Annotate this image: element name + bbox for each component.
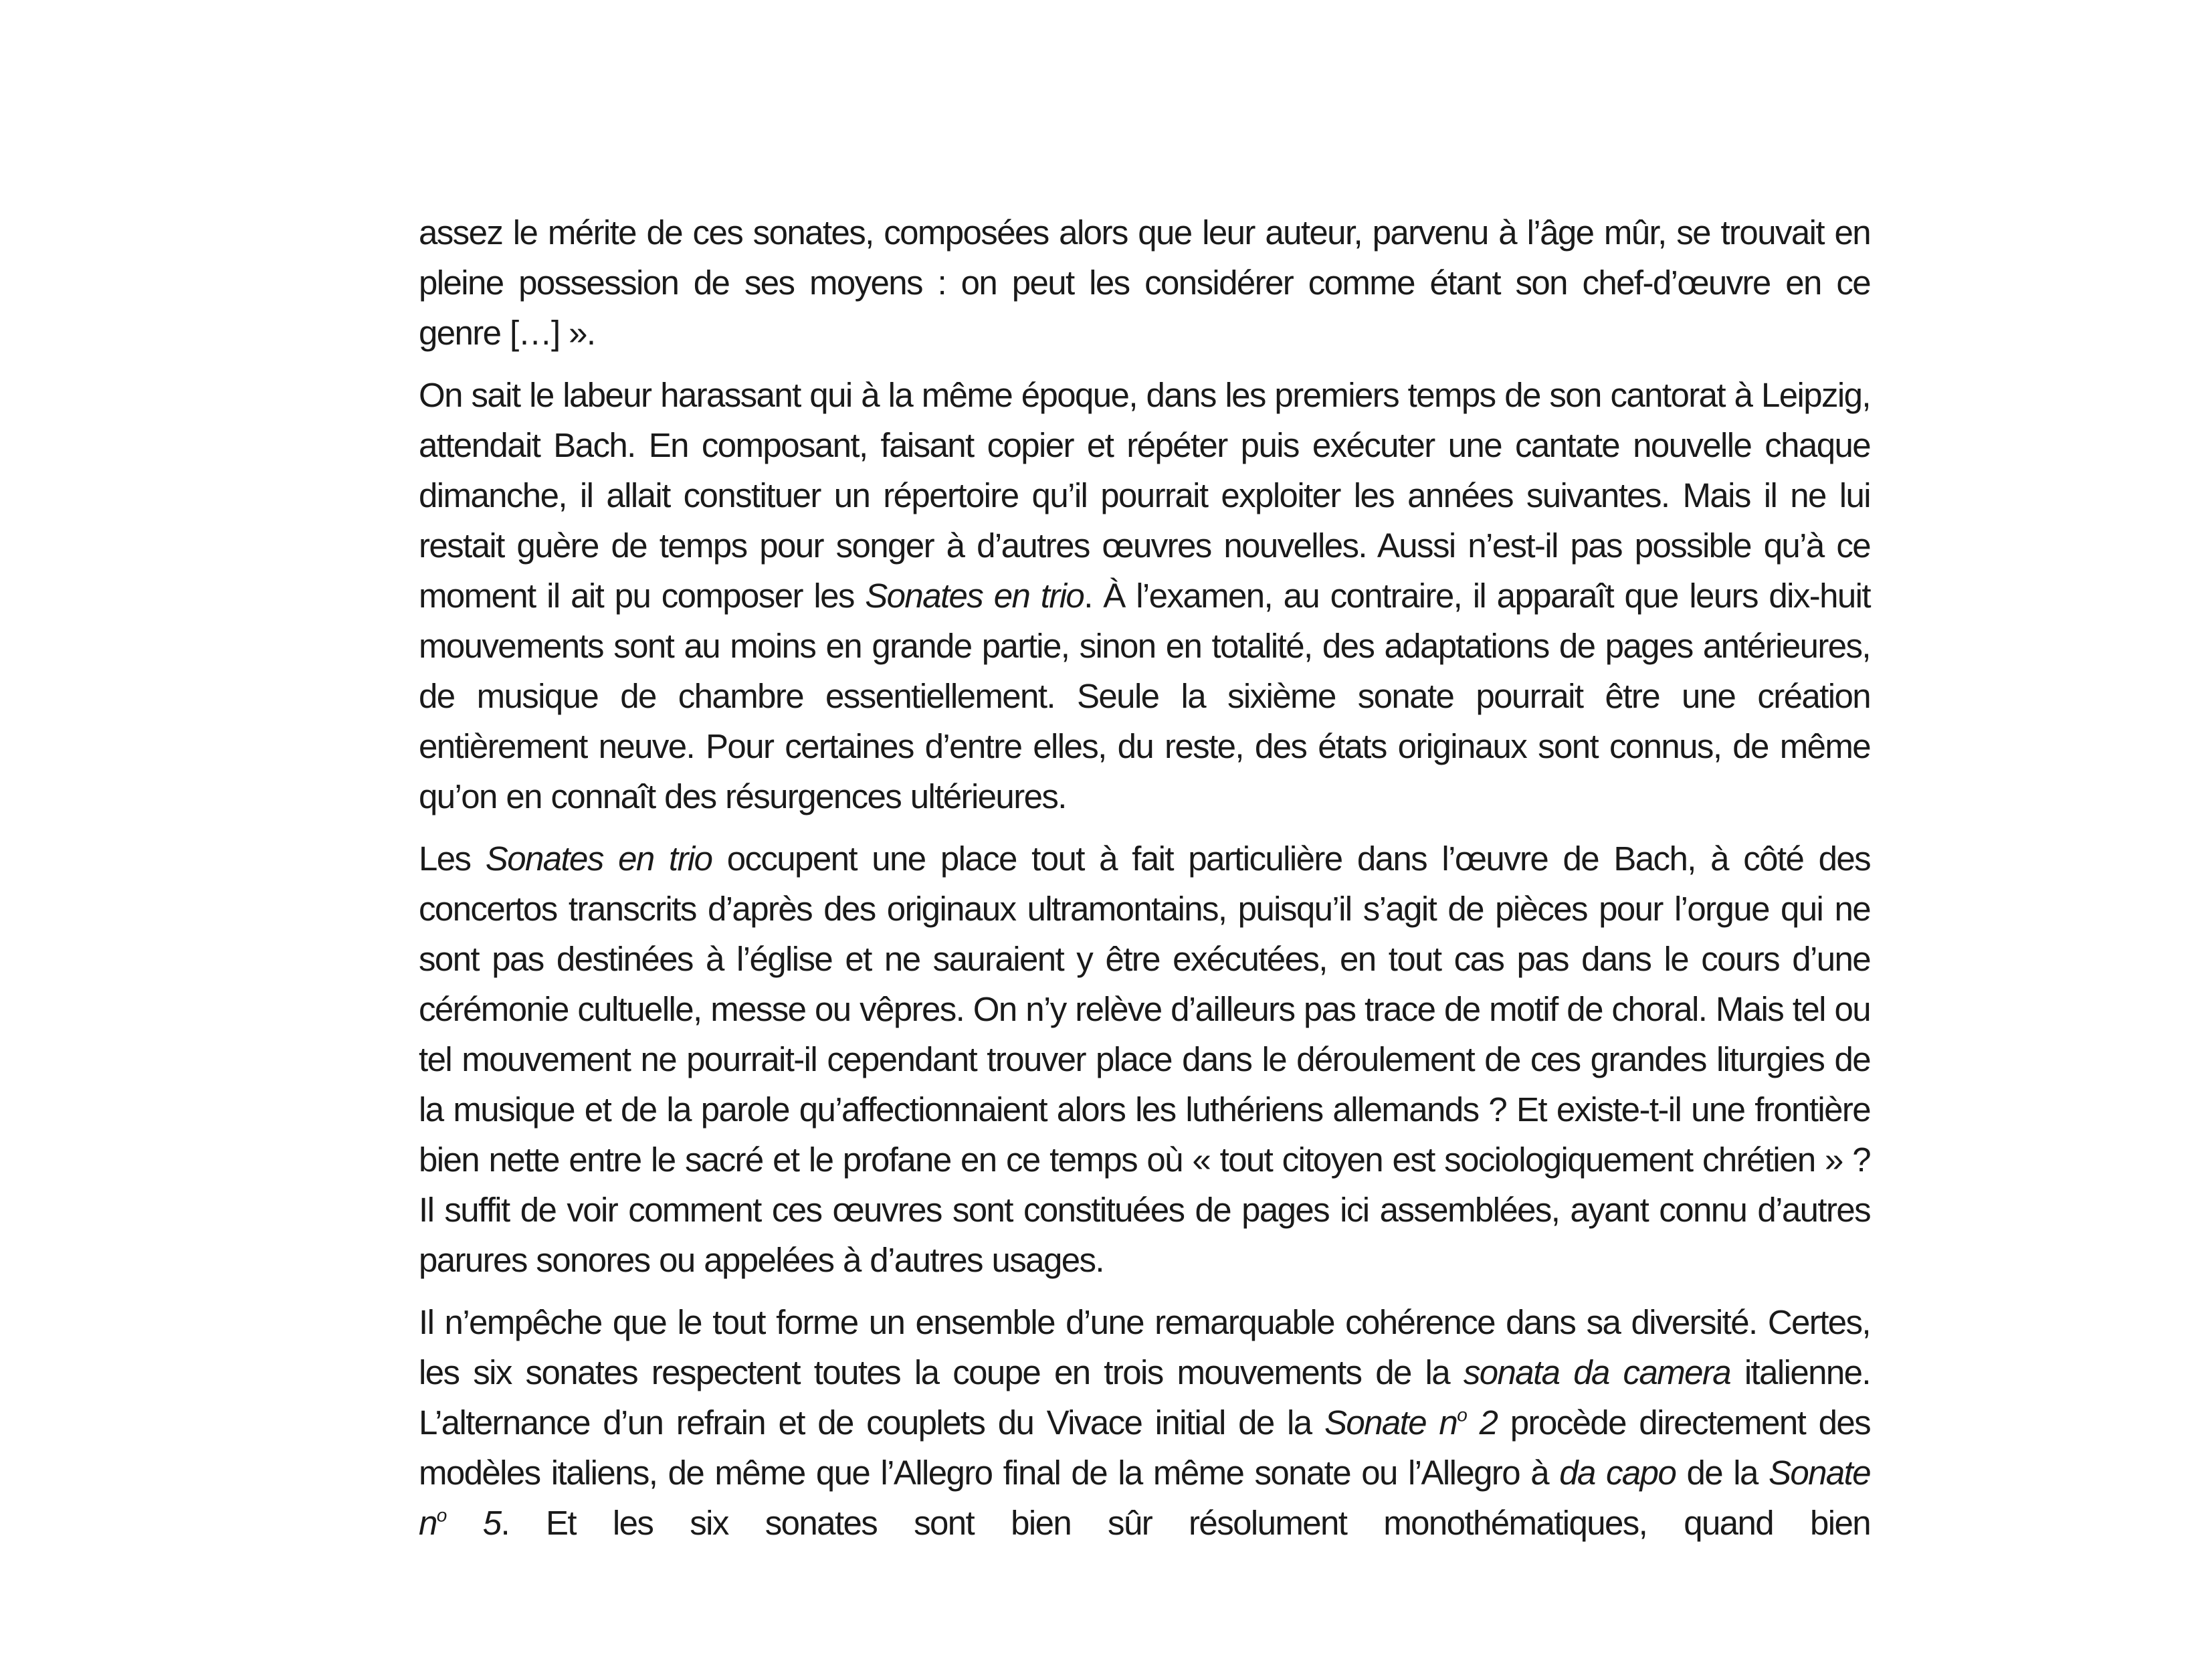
paragraph-1 [419,207,1870,358]
paragraph-2-text-2: . À l’examen, au contraire, il apparaît que leurs dix-huit mouvements sont au moins en grande partie, sinon en totalité, des adaptations de pages antérieures, de musique de chambre essentiellement. Seule la sixième sonate pourrait être une création entièrement neuve. Pour certaines d’entre elles, du reste, des états originaux sont connus, de même qu’on en connaît des résurgences ultérieures. [419,577,1870,815]
paragraph-3-italic-title: Sonates en trio [485,840,712,878]
body-text [419,207,1870,1560]
paragraph-4-italic-da-capo: da capo [1559,1454,1676,1492]
paragraph-4-superscript-o-1: o [1457,1404,1467,1426]
paragraph-4-text-4: de la [1676,1454,1769,1492]
paragraph-3-text-2: occupent une place tout à fait particulière dans l’œuvre de Bach, à côté des concertos transcrits d’après des originaux ultramontains, puisqu’il s’agit de pièces pour l’orgue qui ne sont pas destinées à l’église et ne sauraient y être exécutées, en tout cas pas dans le cours d’une cérémonie cultuelle, messe ou vêpres. On n’y relève d’ailleurs pas trace de motif de choral. Mais tel ou tel mouvement ne pourrait-il cependant trouver place dans le déroulement de ces grandes liturgies de la musique et de la parole qu’affectionnaient alors les luthériens allemands ? Et existe-t-il une frontière bien nette entre le sacré et le profane en ce temps où « tout citoyen est sociologiquement chrétien » ? Il suffit de voir comment ces œuvres sont constituées de pages ici assemblées, ayant connu d’autres parures sonores ou appelées à d’autres usages. [419,840,1870,1279]
paragraph-4-italic-sonate-5-number: 5 [445,1504,501,1542]
paragraph-2-text-1: On sait le labeur harassant qui à la même époque, dans les premiers temps de son cantorat à Leipzig, attendait Bach. En composant, faisant copier et répéter puis exécuter une cantate nouvelle chaque dimanche, il allait constituer un répertoire qu’il pourrait exploiter les années suivantes. Mais il ne lui restait guère de temps pour songer à d’autres œuvres nouvelles. Aussi n’est-il pas possible qu’à ce moment il ait pu composer les [419,376,1870,615]
paragraph-4-text-5: . Et les six sonates sont bien sûr résolument monothématiques, quand bien [500,1504,1870,1542]
paragraph-2-italic-title: Sonates en trio [865,577,1084,615]
paragraph-4-text-2: italienne. L’alternance d’un refrain et de couplets du Vivace initial de la [419,1353,1870,1442]
paragraph-2 [419,370,1870,821]
paragraph-4-italic-sonate-2-prefix: Sonate n [1324,1403,1457,1442]
paragraph-4 [419,1297,1870,1548]
paragraph-4-italic-sonate-2-number: 2 [1466,1403,1498,1442]
paragraph-4-text-3: procède directement des modèles italiens, de même que l’Allegro final de la même sonate ou l’Allegro à [419,1403,1871,1492]
paragraph-4-italic-sonate-5-prefix: Sonate n [419,1454,1870,1542]
paragraph-4-text-1: Il n’empêche que le tout forme un ensemble d’une remarquable cohérence dans sa diversité. Certes, les six sonates respectent toutes la coupe en trois mouvements de la [419,1303,1870,1391]
paragraph-3 [419,834,1870,1285]
paragraph-4-italic-sonata-da-camera: sonata da camera [1463,1353,1731,1391]
paragraph-4-superscript-o-2: o [436,1504,446,1526]
paragraph-1-text: assez le mérite de ces sonates, composées alors que leur auteur, parvenu à l’âge mûr, se trouvait en pleine possession de ses moyens : on peut les considérer comme étant son chef-d’œuvre en ce genre […] ». [419,213,1870,352]
paragraph-3-text-1: Les [419,840,486,878]
